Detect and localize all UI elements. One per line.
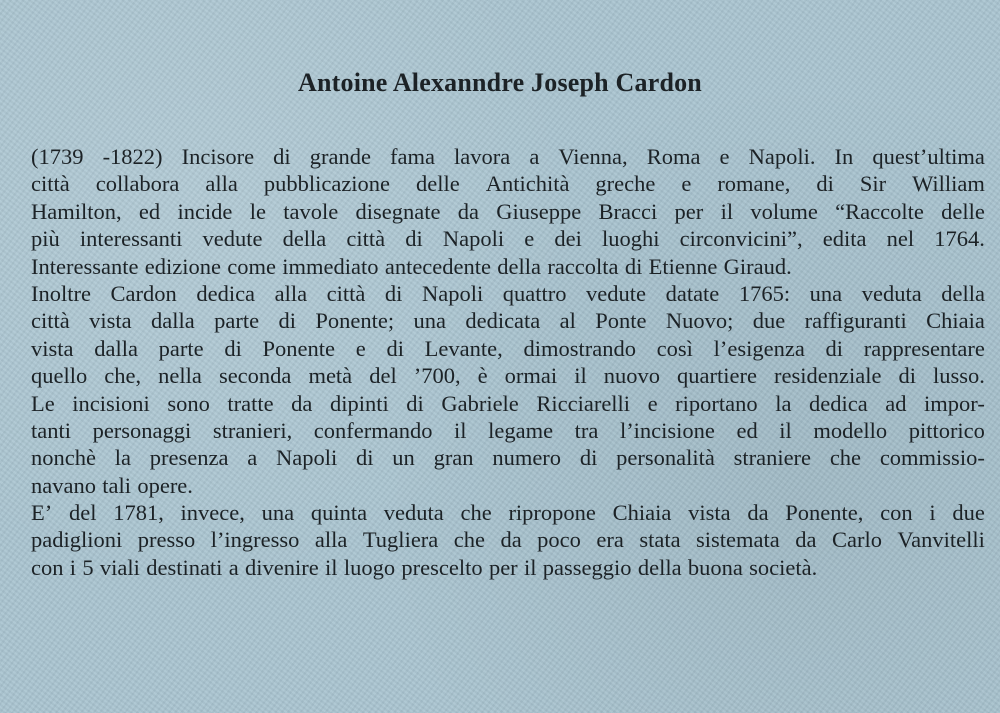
word: così xyxy=(656,335,693,361)
text-line xyxy=(31,444,985,471)
word: veduta xyxy=(383,500,444,526)
word: antecedente xyxy=(384,253,491,279)
word: da xyxy=(291,390,313,416)
word: Carlo xyxy=(831,527,882,553)
word: dedicata xyxy=(465,308,541,334)
word: invece, xyxy=(180,500,245,526)
word: delle xyxy=(416,171,460,197)
word: di xyxy=(356,445,374,471)
word: società. xyxy=(749,554,818,580)
word: e xyxy=(355,335,366,361)
word: del xyxy=(68,500,97,526)
word: commissio- xyxy=(879,445,985,471)
word: il xyxy=(325,554,338,580)
word: stranieri, xyxy=(212,417,293,443)
word: lavora xyxy=(454,144,511,169)
word: interessanti xyxy=(79,226,183,252)
word: due xyxy=(752,308,786,334)
word: Inoltre xyxy=(31,280,91,306)
word: William xyxy=(912,171,985,197)
word: confermando xyxy=(313,417,433,443)
word: delle xyxy=(941,198,985,224)
word: come xyxy=(227,253,276,279)
text-line xyxy=(31,335,985,362)
text-line xyxy=(31,526,985,553)
word: -1822) xyxy=(102,144,163,169)
word: il xyxy=(454,417,467,443)
word: Hamilton, xyxy=(31,198,122,224)
word: l’ingresso xyxy=(210,527,300,553)
word: Bracci xyxy=(598,198,658,224)
word: il xyxy=(574,363,587,389)
word: a xyxy=(529,144,540,169)
word: Napoli xyxy=(276,445,338,471)
word: di xyxy=(624,253,643,279)
word: datate xyxy=(665,280,720,306)
word: e xyxy=(719,144,730,169)
word: Incisore xyxy=(181,144,255,169)
word: città xyxy=(31,171,70,197)
word: Antichità xyxy=(485,171,570,197)
word: pittorico xyxy=(908,417,985,443)
word: romane, xyxy=(717,171,791,197)
word: i xyxy=(69,554,77,580)
word: la xyxy=(114,445,131,471)
word: edizione xyxy=(144,253,221,279)
word: Levante, xyxy=(424,335,503,361)
word: della xyxy=(282,226,327,252)
word: le xyxy=(249,198,266,224)
word: per xyxy=(674,198,704,224)
word: Vienna, xyxy=(558,144,628,169)
word: volume xyxy=(750,198,818,224)
word: di xyxy=(386,335,404,361)
word: la xyxy=(775,390,792,416)
word: a xyxy=(247,445,258,471)
word: il xyxy=(523,554,537,580)
word: 5 xyxy=(82,554,94,580)
word: al xyxy=(559,308,576,334)
word: Interessante xyxy=(31,253,139,279)
word: per xyxy=(488,554,518,580)
word: che, xyxy=(104,363,142,389)
word: incide xyxy=(177,198,233,224)
word: dedica xyxy=(196,280,256,306)
word: che xyxy=(829,445,862,471)
word: e xyxy=(524,226,535,252)
word: ed xyxy=(736,417,758,443)
word: immediato xyxy=(282,253,379,279)
word: da xyxy=(457,198,479,224)
word: nuovo xyxy=(603,363,660,389)
word: è xyxy=(477,363,488,389)
word: ormai xyxy=(504,363,558,389)
word: Vanvitelli xyxy=(897,527,985,553)
word: con xyxy=(31,554,64,580)
word: Ponente; xyxy=(315,308,395,334)
word: modello xyxy=(813,417,888,443)
word: tavole xyxy=(283,198,339,224)
word: grande xyxy=(309,144,371,169)
text-line xyxy=(31,362,985,389)
word: luoghi xyxy=(601,226,660,252)
word: metà xyxy=(308,363,353,389)
word: personaggi xyxy=(92,417,192,443)
word: Ponente, xyxy=(785,500,864,526)
word: con xyxy=(880,500,913,526)
word: di xyxy=(825,335,844,361)
word: a xyxy=(228,554,239,580)
word: due xyxy=(952,500,985,526)
word: padiglioni xyxy=(31,527,123,553)
word: passeggio xyxy=(542,554,632,580)
word: fama xyxy=(390,144,435,169)
word: Etienne xyxy=(648,253,718,279)
word: Giuseppe xyxy=(496,198,582,224)
word: di xyxy=(898,363,916,389)
word: di xyxy=(278,308,296,334)
word: una xyxy=(261,500,295,526)
word: E’ xyxy=(31,500,53,526)
word: legame xyxy=(488,417,554,443)
word: pubblicazione xyxy=(263,171,391,197)
word: era xyxy=(596,527,624,553)
word: luogo xyxy=(343,554,396,580)
word: una xyxy=(809,280,843,306)
word: i xyxy=(929,500,936,526)
text-line xyxy=(31,225,985,252)
document-title: Antoine Alexanndre Joseph Cardon xyxy=(298,68,702,97)
word: Chiaia xyxy=(926,308,985,334)
word: (1739 xyxy=(31,144,84,169)
word: quartiere xyxy=(677,363,757,389)
text-line xyxy=(31,143,985,170)
word: tra xyxy=(574,417,599,443)
word: vedute xyxy=(202,226,263,252)
text-line xyxy=(31,499,985,526)
text-line xyxy=(31,170,985,197)
word: presso xyxy=(137,527,196,553)
word: Napoli. xyxy=(748,144,816,169)
word: lusso. xyxy=(933,363,985,389)
word: raffiguranti xyxy=(804,308,907,334)
word: straniere xyxy=(733,445,812,471)
word: tratte xyxy=(227,390,274,416)
word: da xyxy=(795,527,817,553)
word: dipinti xyxy=(329,390,389,416)
word: viali xyxy=(99,554,140,580)
word: quello xyxy=(31,363,88,389)
word: riportano xyxy=(675,390,758,416)
word: l’incisione xyxy=(619,417,715,443)
word: dalla xyxy=(150,308,195,334)
word: ripropone xyxy=(508,500,596,526)
word: divenire xyxy=(245,554,319,580)
word: stata xyxy=(639,527,681,553)
word: quattro xyxy=(502,280,567,306)
word: gran xyxy=(433,445,474,471)
word: città xyxy=(31,308,70,334)
word: personalità xyxy=(616,445,715,471)
word: della xyxy=(497,253,542,279)
word: Giraud. xyxy=(723,253,792,279)
word: dei xyxy=(554,226,582,252)
word: di xyxy=(224,335,242,361)
word: alla xyxy=(205,171,238,197)
word: Roma xyxy=(646,144,701,169)
word: disegnate xyxy=(355,198,441,224)
word: una xyxy=(413,308,446,334)
word: ad xyxy=(885,390,907,416)
word: sono xyxy=(167,390,210,416)
word: che xyxy=(453,527,485,553)
word: di xyxy=(273,144,291,169)
word: Ponente xyxy=(262,335,336,361)
word: 1765: xyxy=(738,280,791,306)
text-line xyxy=(31,417,985,444)
word: vista xyxy=(688,500,731,526)
word: quest’ultima xyxy=(872,144,985,169)
word: opere. xyxy=(137,472,193,498)
word: dedica xyxy=(808,390,868,416)
word: ’700, xyxy=(413,363,461,389)
word: un xyxy=(392,445,415,471)
word: rappresentare xyxy=(863,335,985,361)
word: e xyxy=(681,171,692,197)
word: edita xyxy=(822,226,867,252)
word: dimostrando xyxy=(523,335,636,361)
word: Napoli xyxy=(421,280,484,306)
word: tali xyxy=(102,472,132,498)
word: Ricciarelli xyxy=(536,390,631,416)
word: collabora xyxy=(95,171,180,197)
word: veduta xyxy=(861,280,922,306)
word: prescelto xyxy=(401,554,483,580)
word: In xyxy=(834,144,854,169)
word: Cardon xyxy=(110,280,177,306)
word: nel xyxy=(886,226,915,252)
text-line xyxy=(31,307,985,334)
word: Napoli xyxy=(442,226,505,252)
word: greche xyxy=(595,171,656,197)
word: che xyxy=(460,500,492,526)
word: poco xyxy=(537,527,581,553)
word: nonchè xyxy=(31,445,96,471)
word: 1764. xyxy=(934,226,985,252)
text-line xyxy=(31,198,985,225)
word: e xyxy=(647,390,658,416)
word: nella xyxy=(158,363,202,389)
word: città xyxy=(346,226,386,252)
word: seconda xyxy=(218,363,292,389)
word: il xyxy=(779,417,792,443)
word: Le xyxy=(31,390,55,416)
word: vedute xyxy=(586,280,647,306)
word: Gabriele xyxy=(441,390,519,416)
word: Ponte xyxy=(595,308,647,334)
word: del xyxy=(369,363,397,389)
word: della xyxy=(941,280,985,306)
word: di xyxy=(406,390,424,416)
word: da xyxy=(747,500,769,526)
word: incisioni xyxy=(72,390,150,416)
word: impor- xyxy=(924,390,985,416)
word: presenza xyxy=(149,445,229,471)
word: numero xyxy=(492,445,562,471)
word: Tugliera xyxy=(362,527,439,553)
word: vista xyxy=(31,335,74,361)
word: sistemata xyxy=(696,527,780,553)
word: dalla xyxy=(94,335,138,361)
text-line xyxy=(31,253,985,280)
word: alla xyxy=(314,527,348,553)
word: Sir xyxy=(859,171,887,197)
word: circonvicini”, xyxy=(679,226,803,252)
word: da xyxy=(500,527,522,553)
document-body xyxy=(31,143,985,581)
word: il xyxy=(720,198,734,224)
word: di xyxy=(405,226,423,252)
word: parte xyxy=(158,335,204,361)
word: tanti xyxy=(31,417,71,443)
word: residenziale xyxy=(774,363,882,389)
word: di xyxy=(384,280,403,306)
word: l’esigenza xyxy=(713,335,805,361)
word: “Raccolte xyxy=(835,198,924,224)
word: 1781, xyxy=(113,500,164,526)
text-line xyxy=(31,390,985,417)
word: Chiaia xyxy=(612,500,672,526)
word: parte xyxy=(214,308,260,334)
word: buona xyxy=(687,554,743,580)
word: di xyxy=(816,171,834,197)
text-line xyxy=(31,280,985,307)
word: più xyxy=(31,226,60,252)
word: Nuovo; xyxy=(665,308,734,334)
word: destinati xyxy=(146,554,223,580)
word: della xyxy=(637,554,682,580)
text-line xyxy=(31,472,985,499)
word: di xyxy=(579,445,598,471)
word: ed xyxy=(138,198,161,224)
word: raccolta xyxy=(547,253,619,279)
word: città xyxy=(326,280,366,306)
text-line xyxy=(31,554,985,581)
word: vista xyxy=(89,308,132,334)
word: quinta xyxy=(310,500,368,526)
word: navano xyxy=(31,472,96,498)
word: alla xyxy=(274,280,308,306)
